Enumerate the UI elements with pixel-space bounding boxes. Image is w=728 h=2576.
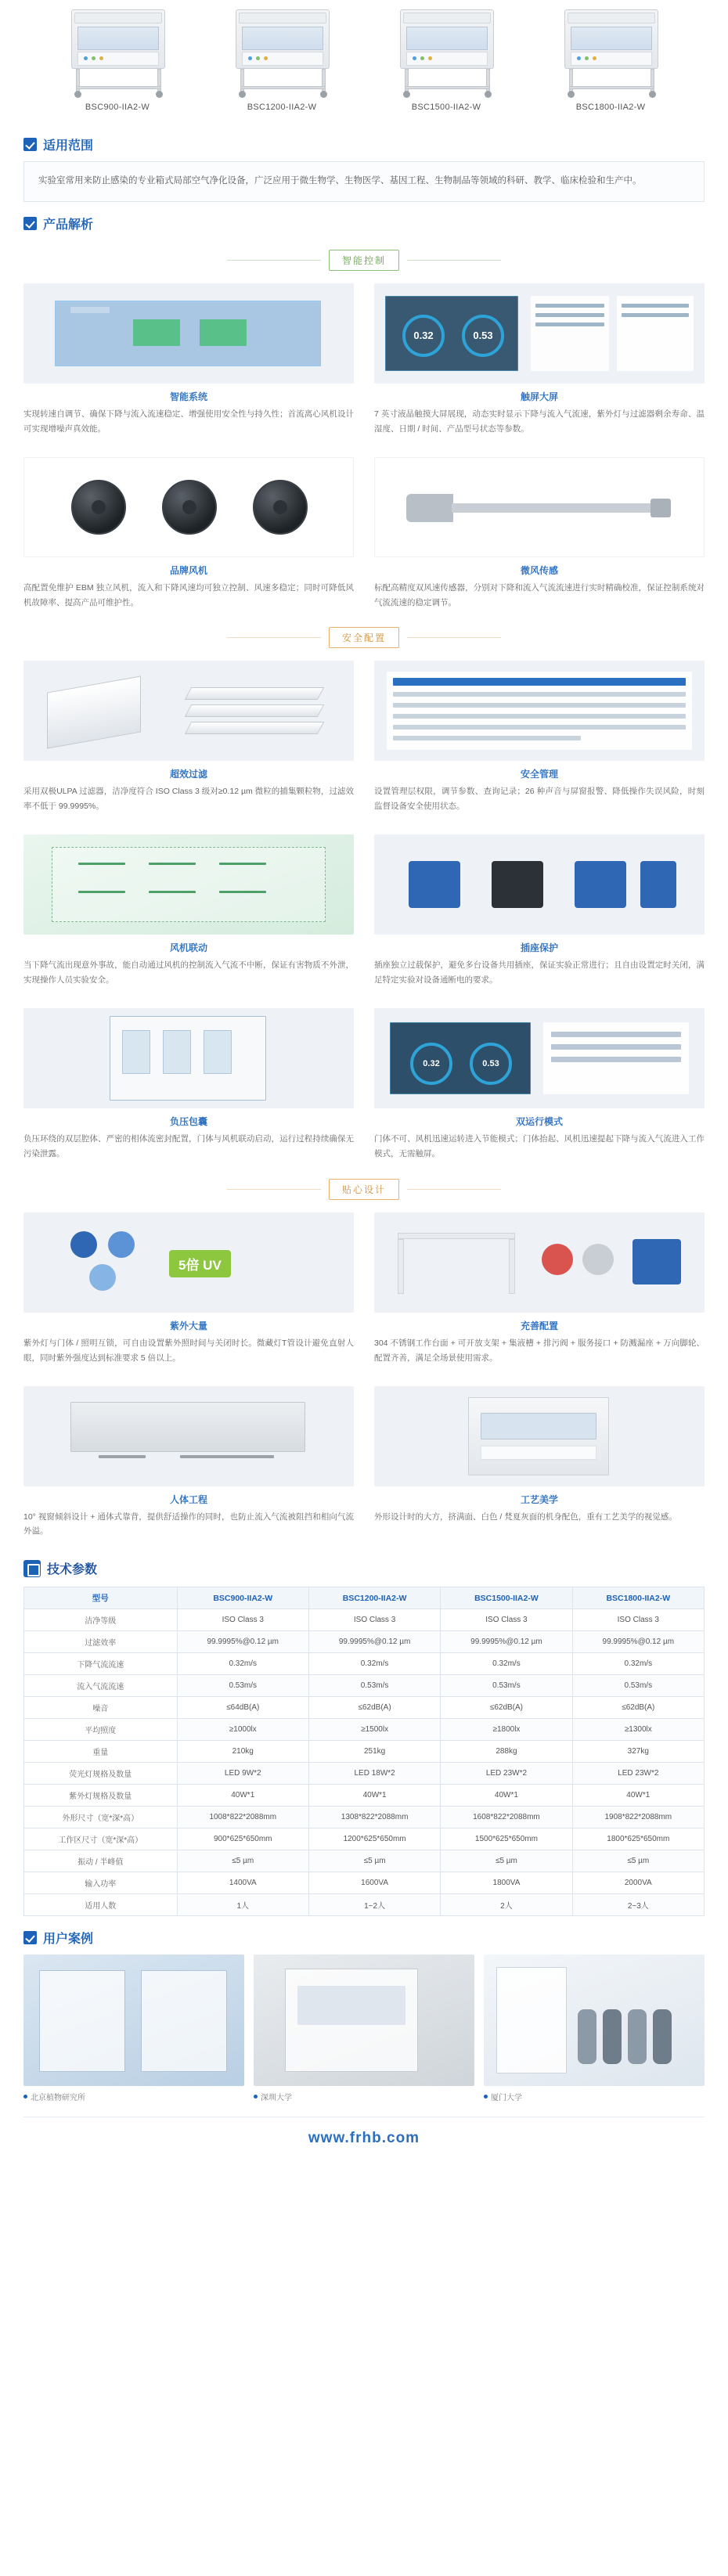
case-label: 厦门大学 [491, 2094, 522, 2103]
cabinet-illustration [222, 8, 343, 98]
group-pill-safety-config [23, 627, 705, 648]
cell: 1908*822*2088mm [572, 1807, 704, 1828]
cell: 251kg [308, 1741, 440, 1763]
hero-product-label: BSC1500-IIA2-W [411, 103, 481, 112]
feature-desc: 7 英寸液晶触摸大屏展现，动态实时显示下降与流入气流速，紫外灯与过滤器剩余寿命、温湿度、日期 / 时间、产品型号状态等参数。 [374, 409, 705, 434]
table-row [24, 1872, 705, 1894]
cell: 0.32m/s [572, 1653, 704, 1675]
group-pill-thoughtful-design [23, 1179, 705, 1200]
cell: 2~3人 [572, 1894, 704, 1916]
case-caption [484, 2091, 705, 2102]
feature-desc: 设置管理层权限，调节参数、查询记录；26 种声音与屏窗报警、降低操作失误风险，时刻监督设备安全使用状态。 [374, 787, 705, 812]
cell: 重量 [24, 1741, 178, 1763]
feature-caption: 插座保护 [520, 942, 558, 954]
tech-heading [23, 1559, 705, 1577]
table-header-cell: BSC900-IIA2-W [177, 1587, 308, 1609]
cell: 0.32m/s [308, 1653, 440, 1675]
table-row [24, 1653, 705, 1675]
cell: 工作区尺寸（宽*深*高） [24, 1828, 178, 1850]
bullet-icon [484, 2095, 488, 2099]
feature-desc: 插座独立过载保护，避免多台设备共用插座，保证实验正常进行；且自由设置定时关闭，满足特定实验对设备通断电的要求。 [374, 960, 705, 985]
feature-desc: 高配置免维护 EBM 独立风机，流入和下降风速均可独立控制、风速多稳定；同时可降低风机故障率、提高产品可维护性。 [23, 582, 354, 607]
cell: 荧光灯规格及数量 [24, 1763, 178, 1785]
cell: 2人 [441, 1894, 572, 1916]
case-label: 深圳大学 [261, 2094, 292, 2103]
check-icon [23, 1931, 37, 1944]
uv-badge: 5倍 UV [169, 1250, 231, 1277]
cell: 适用人数 [24, 1894, 178, 1916]
feature-desc: 当下降气流出现意外事故，能自动通过风机的控制流入气流不中断，保证有害物质不外泄，实现操作人员实验安全。 [23, 960, 354, 985]
cell: LED 18W*2 [308, 1763, 440, 1785]
cell: 210kg [177, 1741, 308, 1763]
cell: ≥1000lx [177, 1719, 308, 1741]
feature-caption: 微风传感 [520, 564, 558, 576]
feature-image-socket-protect [374, 834, 705, 935]
feature-caption: 双运行模式 [515, 1115, 563, 1127]
feature-desc: 采用双极ULPA 过滤器，洁净度符合 ISO Class 3 级对≥0.12 µm 微粒的捕集颗粒物，过滤效率不低于 99.9995%。 [23, 787, 354, 812]
case-photo [23, 1955, 244, 2086]
feature-desc: 门体不可、风机迅速运转进入节能模式；门体抬起、风机迅速提起下降与流入气流进入工作模式，无需触屏。 [374, 1133, 705, 1158]
group-pill-smart-control [23, 250, 705, 271]
cell: 外形尺寸（宽*深*高） [24, 1807, 178, 1828]
feature-image-uv-lamp [23, 1212, 354, 1313]
feature-desc: 10° 视窗倾斜设计 + 通体式靠背，提供舒适操作的同时，也防止流入气流被阻挡和相向气流外溢。 [23, 1511, 354, 1537]
pill-label: 智能控制 [329, 250, 399, 271]
feature-image-safety-manage [374, 661, 705, 761]
tech-section [0, 1559, 728, 1916]
tech-params-table [23, 1587, 705, 1916]
feature-card [374, 1212, 705, 1366]
feature-grid-thoughtful-design [23, 1212, 705, 1540]
feature-caption: 工艺美学 [520, 1493, 558, 1505]
cell: 40W*1 [177, 1785, 308, 1807]
cases-gallery [23, 1955, 705, 2102]
cell: 流入气流流速 [24, 1675, 178, 1697]
cell: ISO Class 3 [308, 1609, 440, 1631]
bullet-icon [23, 2095, 27, 2099]
check-icon [23, 138, 37, 151]
feature-desc: 304 不锈钢工作台面 + 可开放支架 + 集液槽 + 排污阀 + 服务接口 + 防溅漏座 + 万向脚轮、配置齐善，满足全场景使用需求。 [374, 1338, 705, 1363]
table-row [24, 1675, 705, 1697]
cell: ≥1800lx [441, 1719, 572, 1741]
cell: ≤62dB(A) [572, 1697, 704, 1719]
cell: 0.32m/s [441, 1653, 572, 1675]
feature-card [23, 1212, 354, 1366]
feature-card [23, 283, 354, 437]
feature-card [374, 1008, 705, 1162]
case-caption [254, 2091, 474, 2102]
feature-caption: 充善配置 [520, 1320, 558, 1331]
cell: 下降气流流速 [24, 1653, 178, 1675]
cell: 1400VA [177, 1872, 308, 1894]
case-photo [254, 1955, 474, 2086]
case-label: 北京植物研究所 [31, 2094, 85, 2103]
cell: 1008*822*2088mm [177, 1807, 308, 1828]
table-row [24, 1763, 705, 1785]
hero-product-label: BSC900-IIA2-W [85, 103, 150, 112]
case-caption [23, 2091, 244, 2102]
cases-heading [23, 1929, 705, 1947]
scope-text: 实验室常用来防止感染的专业箱式局部空气净化设备，广泛应用于微生物学、生物医学、基因工程、生物制品等领域的科研、教学、临床检验和生产中。 [23, 161, 705, 202]
cell: LED 9W*2 [177, 1763, 308, 1785]
feature-caption: 紫外大量 [169, 1320, 207, 1331]
footer-website-url[interactable]: www.frhb.com [308, 2130, 420, 2147]
feature-image-ulpa-filter [23, 661, 354, 761]
feature-image-control-board [23, 283, 354, 384]
scope-heading [23, 135, 705, 153]
check-icon [23, 217, 37, 230]
cell: 1200*625*650mm [308, 1828, 440, 1850]
feature-desc: 外形设计时的大方，挤满面、白色 / 梵夏灰面的机身配色，重有工艺美学的视觉感。 [374, 1511, 677, 1522]
table-header-cell: BSC1800-IIA2-W [572, 1587, 704, 1609]
cell: 输入功率 [24, 1872, 178, 1894]
feature-grid-smart-control [23, 283, 705, 611]
hero-product-label: BSC1200-IIA2-W [247, 103, 317, 112]
table-header-cell: 型号 [24, 1587, 178, 1609]
feature-image-fan-motor [23, 457, 354, 557]
analysis-section [0, 214, 728, 1539]
cell: 过滤效率 [24, 1631, 178, 1653]
cabinet-illustration [386, 8, 507, 98]
cell: ≤64dB(A) [177, 1697, 308, 1719]
table-row [24, 1609, 705, 1631]
cell: ≤62dB(A) [308, 1697, 440, 1719]
case-item [484, 1955, 705, 2102]
cell: 0.53m/s [308, 1675, 440, 1697]
scope-section [0, 135, 728, 202]
cell: ≥1500lx [308, 1719, 440, 1741]
cell: 2000VA [572, 1872, 704, 1894]
hero-product-item [204, 8, 360, 112]
feature-desc: 标配高精度双风速传感器，分别对下降和流入气流流速进行实时精确校准，保证控制系统对气流流速的稳定调节。 [374, 582, 705, 607]
feature-caption: 风机联动 [169, 942, 207, 954]
table-row [24, 1785, 705, 1807]
feature-desc: 负压环绕的双层腔体、严密的相体流密封配置，门体与风机联动启动，运行过程持续确保无污染泄露。 [23, 1133, 354, 1158]
hero-product-item [532, 8, 689, 112]
cell: 288kg [441, 1741, 572, 1763]
feature-image-dual-mode: 0.32 0.53 [374, 1008, 705, 1108]
feature-caption: 智能系统 [169, 391, 207, 402]
cell: 99.9995%@0.12 µm [441, 1631, 572, 1653]
params-icon [23, 1560, 41, 1577]
feature-caption: 安全管理 [520, 769, 558, 780]
feature-card [23, 457, 354, 611]
feature-caption: 超效过滤 [169, 769, 207, 780]
cell: ≤62dB(A) [441, 1697, 572, 1719]
cell: 1~2人 [308, 1894, 440, 1916]
cell: LED 23W*2 [572, 1763, 704, 1785]
tech-title: 技术参数 [47, 1563, 98, 1577]
cell: 0.53m/s [177, 1675, 308, 1697]
feature-image-ergonomics [23, 1386, 354, 1486]
cell: 洁净等级 [24, 1609, 178, 1631]
cabinet-illustration [550, 8, 672, 98]
table-header-cell: BSC1500-IIA2-W [441, 1587, 572, 1609]
pill-label: 安全配置 [329, 627, 399, 648]
cell: 0.32m/s [177, 1653, 308, 1675]
cell: 99.9995%@0.12 µm [572, 1631, 704, 1653]
feature-desc: 紫外灯与门体 / 照明互锁，可自由设置紫外照时间与关闭时长。微藏灯T管设计避免直射人眼，同时紫外强度达到标准要求 5 倍以上。 [23, 1338, 354, 1363]
case-photo [484, 1955, 705, 2086]
cell: ≤5 µm [441, 1850, 572, 1872]
case-item [254, 1955, 474, 2102]
feature-caption: 负压包囊 [169, 1115, 207, 1127]
hero-product-label: BSC1800-IIA2-W [575, 103, 646, 112]
cell: 1500*625*650mm [441, 1828, 572, 1850]
feature-caption: 品牌风机 [169, 564, 207, 576]
feature-card [23, 1386, 354, 1540]
cell: LED 23W*2 [441, 1763, 572, 1785]
table-row [24, 1697, 705, 1719]
cell: 99.9995%@0.12 µm [177, 1631, 308, 1653]
cell: 1800*625*650mm [572, 1828, 704, 1850]
table-header-cell: BSC1200-IIA2-W [308, 1587, 440, 1609]
feature-caption: 人体工程 [169, 1493, 207, 1505]
table-row [24, 1828, 705, 1850]
cell: ≤5 µm [572, 1850, 704, 1872]
feature-image-accessories [374, 1212, 705, 1313]
scope-title: 适用范围 [43, 139, 94, 153]
cell: 1308*822*2088mm [308, 1807, 440, 1828]
feature-card [23, 834, 354, 988]
feature-grid-safety-config [23, 661, 705, 1161]
cell: 振动 / 半峰值 [24, 1850, 178, 1872]
cell: 40W*1 [441, 1785, 572, 1807]
pill-label: 贴心设计 [329, 1179, 399, 1200]
feature-card [374, 283, 705, 437]
feature-card [23, 661, 354, 814]
cell: 1600VA [308, 1872, 440, 1894]
cell: ≥1300lx [572, 1719, 704, 1741]
hero-product-item [39, 8, 196, 112]
feature-image-aesthetics [374, 1386, 705, 1486]
cell: 40W*1 [308, 1785, 440, 1807]
table-row [24, 1850, 705, 1872]
feature-desc: 实现转速自调节、确保下降与流入流速稳定、增强使用安全性与持久性；首流离心风机设计可实现增噪声真效能。 [23, 409, 354, 434]
cell: 40W*1 [572, 1785, 704, 1807]
feature-card [374, 661, 705, 814]
cell: 平均照度 [24, 1719, 178, 1741]
feature-image-negative-pressure [23, 1008, 354, 1108]
analysis-heading [23, 214, 705, 232]
table-row [24, 1741, 705, 1763]
cell: 紫外灯规格及数量 [24, 1785, 178, 1807]
cell: ≤5 µm [177, 1850, 308, 1872]
table-body [24, 1609, 705, 1916]
hero-product-item [368, 8, 524, 112]
feature-card [374, 834, 705, 988]
feature-card [374, 1386, 705, 1540]
cell: 900*625*650mm [177, 1828, 308, 1850]
feature-image-fan-link [23, 834, 354, 935]
table-header-row [24, 1587, 705, 1609]
feature-image-touch-screen: 0.32 0.53 [374, 283, 705, 384]
case-item [23, 1955, 244, 2102]
cell: ISO Class 3 [177, 1609, 308, 1631]
feature-caption: 触屏大屏 [520, 391, 558, 402]
cell: 0.53m/s [441, 1675, 572, 1697]
cell: 噪音 [24, 1697, 178, 1719]
table-row [24, 1719, 705, 1741]
analysis-title: 产品解析 [43, 218, 94, 232]
table-row [24, 1631, 705, 1653]
cell: ≤5 µm [308, 1850, 440, 1872]
cell: 327kg [572, 1741, 704, 1763]
cell: 1608*822*2088mm [441, 1807, 572, 1828]
cell: 99.9995%@0.12 µm [308, 1631, 440, 1653]
feature-card [374, 457, 705, 611]
cabinet-illustration [57, 8, 178, 98]
table-row [24, 1807, 705, 1828]
cell: 1人 [177, 1894, 308, 1916]
cases-section [0, 1929, 728, 2117]
cell: 1800VA [441, 1872, 572, 1894]
cases-title: 用户案例 [43, 1933, 94, 1947]
feature-image-wind-sensor [374, 457, 705, 557]
cell: ISO Class 3 [572, 1609, 704, 1631]
hero-product-row [0, 0, 728, 123]
feature-card [23, 1008, 354, 1162]
table-row [24, 1894, 705, 1916]
cell: ISO Class 3 [441, 1609, 572, 1631]
cell: 0.53m/s [572, 1675, 704, 1697]
bullet-icon [254, 2095, 258, 2099]
